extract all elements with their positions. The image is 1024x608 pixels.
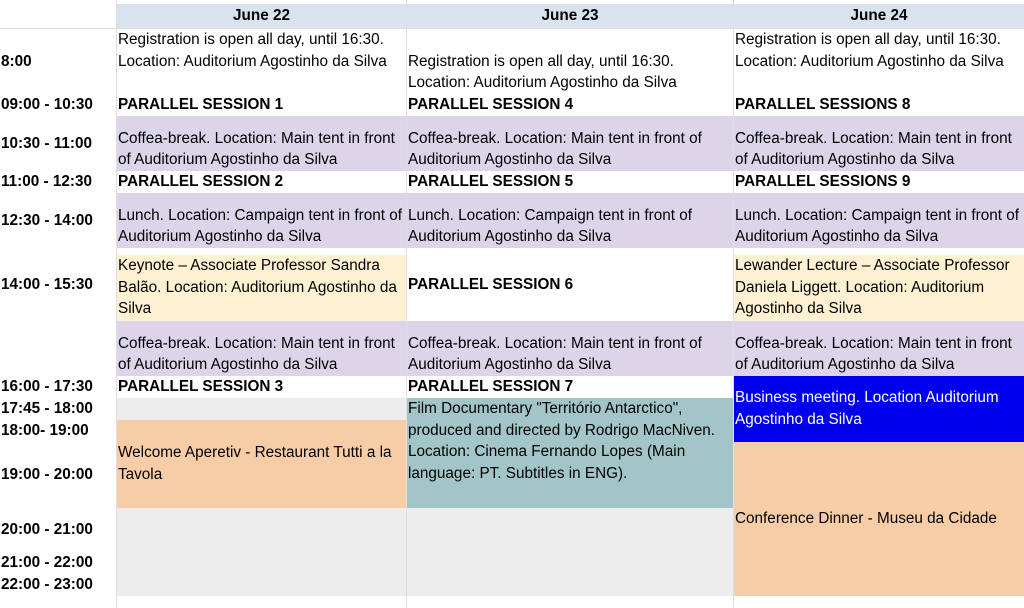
parallel-session-cell: PARALLEL SESSION 5 xyxy=(408,173,574,191)
coffee-break-cell: Coffea-break. Location: Main tent in front of Auditorium Agostinho da Silva xyxy=(734,321,1024,376)
time-label: 17:45 - 18:00 xyxy=(1,400,93,418)
coffee-break-cell: Coffea-break. Location: Main tent in front of Auditorium Agostinho da Silva xyxy=(407,116,733,171)
empty-cell xyxy=(117,508,406,596)
time-label: 11:00 - 12:30 xyxy=(1,173,92,191)
parallel-session-cell: PARALLEL SESSION 2 xyxy=(118,173,284,191)
lunch-cell: Lunch. Location: Campaign tent in front of Auditorium Agostinho da Silva xyxy=(407,193,733,248)
time-label: 09:00 - 10:30 xyxy=(1,96,93,114)
parallel-session-cell: PARALLEL SESSION 1 xyxy=(118,96,284,114)
time-label: 20:00 - 21:00 xyxy=(1,521,93,539)
time-label: 21:00 - 22:00 xyxy=(1,554,93,572)
parallel-session-cell: PARALLEL SESSION 3 xyxy=(118,378,284,396)
keynote-cell: Keynote – Associate Professor Sandra Balão. Location: Auditorium Agostinho da Silva xyxy=(117,255,406,321)
corner-cell xyxy=(0,4,116,28)
day-header-june-22: June 22 xyxy=(117,4,406,28)
coffee-break-cell: Coffea-break. Location: Main tent in front of Auditorium Agostinho da Silva xyxy=(734,116,1024,171)
parallel-session-cell: PARALLEL SESSIONS 8 xyxy=(735,96,911,114)
empty-cell xyxy=(117,398,406,420)
time-label: 16:00 - 17:30 xyxy=(1,378,93,396)
time-label: 12:30 - 14:00 xyxy=(1,211,93,229)
lunch-cell: Lunch. Location: Campaign tent in front of Auditorium Agostinho da Silva xyxy=(734,193,1024,248)
empty-cell xyxy=(407,508,733,596)
time-label: 8:00 xyxy=(1,52,32,70)
registration-cell: Registration is open all day, until 16:30. Location: Auditorium Agostinho da Silva xyxy=(735,31,1004,70)
time-label: 14:00 - 15:30 xyxy=(1,275,93,293)
parallel-session-cell: PARALLEL SESSIONS 9 xyxy=(735,173,911,191)
lewander-lecture-cell: Lewander Lecture – Associate Professor Daniela Liggett. Location: Auditorium Agostinho da Silva xyxy=(734,255,1024,321)
film-documentary-cell: Film Documentary "Território Antarctico", produced and directed by Rodrigo MacNiven. Location: Cinema Fernando Lopes (Main language: PT. Subtitles in ENG). xyxy=(407,398,733,508)
day-header-june-24: June 24 xyxy=(734,4,1024,28)
day-header-june-23: June 23 xyxy=(407,4,733,28)
lunch-cell: Lunch. Location: Campaign tent in front of Auditorium Agostinho da Silva xyxy=(117,193,406,248)
parallel-session-cell: PARALLEL SESSION 4 xyxy=(408,96,574,114)
time-label: 22:00 - 23:00 xyxy=(1,576,93,594)
time-label: 19:00 - 20:00 xyxy=(1,466,93,484)
registration-cell: Registration is open all day, until 16:30. Location: Auditorium Agostinho da Silva xyxy=(408,52,677,92)
parallel-session-cell: PARALLEL SESSION 7 xyxy=(408,378,574,396)
coffee-break-cell: Coffea-break. Location: Main tent in front of Auditorium Agostinho da Silva xyxy=(407,321,733,376)
conference-dinner-cell: Conference Dinner - Museu da Cidade xyxy=(734,442,1024,596)
time-label: 18:00- 19:00 xyxy=(1,422,89,440)
welcome-aperitiv-cell: Welcome Aperetiv - Restaurant Tutti a la Tavola xyxy=(117,420,406,508)
business-meeting-cell: Business meeting. Location Auditorium Agostinho da Silva xyxy=(734,376,1024,442)
parallel-session-cell: PARALLEL SESSION 6 xyxy=(408,275,574,293)
coffee-break-cell: Coffea-break. Location: Main tent in front of Auditorium Agostinho da Silva xyxy=(117,116,406,171)
time-label: 10:30 - 11:00 xyxy=(1,134,92,152)
coffee-break-cell: Coffea-break. Location: Main tent in front of Auditorium Agostinho da Silva xyxy=(117,321,406,376)
registration-cell: Registration is open all day, until 16:30. Location: Auditorium Agostinho da Silva xyxy=(118,31,387,70)
